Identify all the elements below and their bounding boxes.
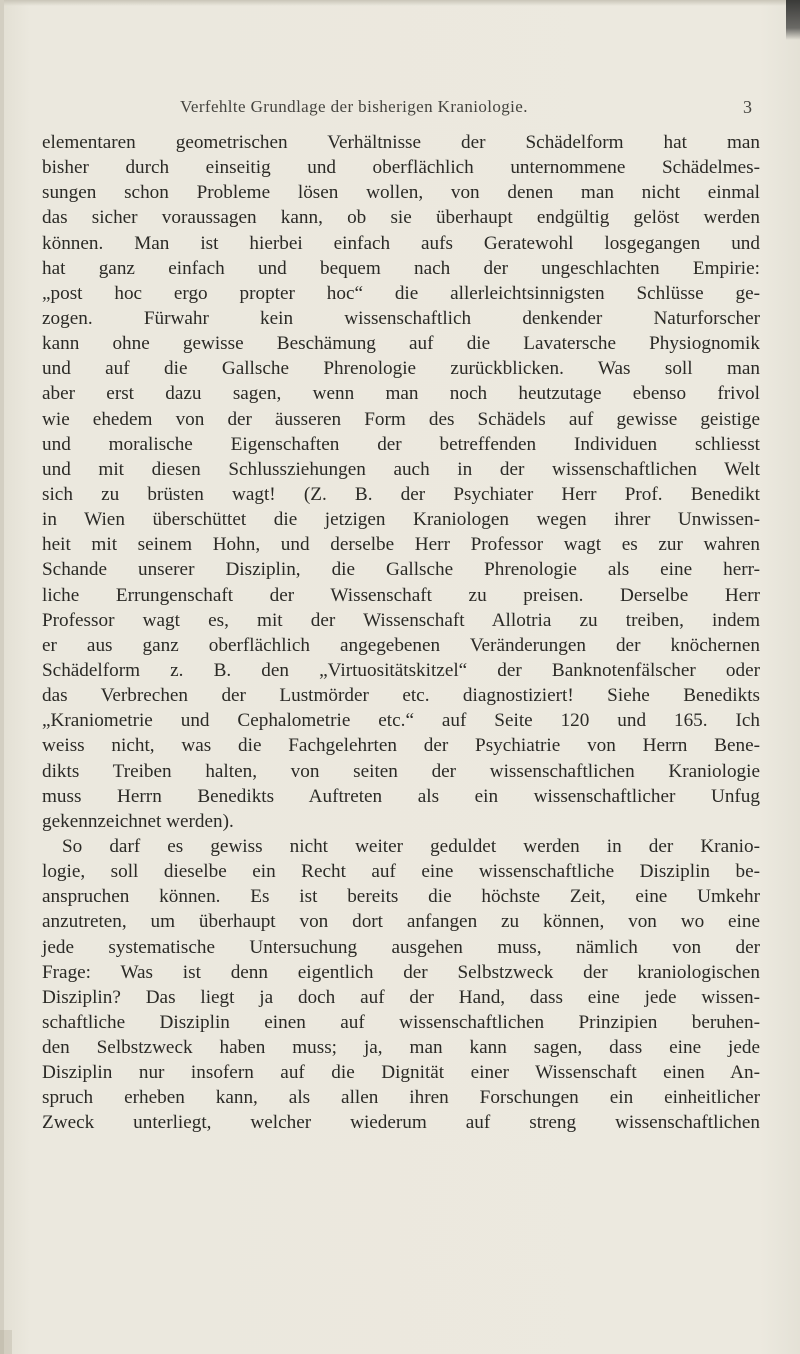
- text-line: und auf die Gallsche Phrenologie zurückblicken. Was soll man: [42, 358, 760, 380]
- text-line: „post hoc ergo propter hoc“ die allerleichtsinnigsten Schlüsse ge-: [42, 282, 760, 304]
- text-line: spruch erheben kann, als allen ihren Forschungen ein einheitlicher: [42, 1087, 760, 1109]
- text-line: Schande unserer Disziplin, die Gallsche Phrenologie als eine herr-: [42, 559, 760, 581]
- text-line: kann ohne gewisse Beschämung auf die Lavatersche Physiognomik: [42, 333, 760, 355]
- text-line: wie ehedem von der äusseren Form des Schädels auf gewisse geistige: [42, 408, 760, 430]
- page-number: 3: [743, 97, 752, 117]
- text-line: weiss nicht, was die Fachgelehrten der Psychiatrie von Herrn Bene-: [42, 735, 760, 757]
- text-line: anspruchen können. Es ist bereits die höchste Zeit, eine Umkehr: [42, 886, 760, 908]
- body-text: [42, 130, 760, 1136]
- text-line: Zweck unterliegt, welcher wiederum auf streng wissenschaftlichen: [42, 1112, 760, 1134]
- text-line: gekennzeichnet werden).: [42, 810, 234, 832]
- text-line: muss Herrn Benedikts Auftreten als ein wissenschaftlicher Unfug: [42, 785, 760, 807]
- text-line: und moralische Eigenschaften der betreffenden Individuen schliesst: [42, 433, 760, 455]
- text-line: und mit diesen Schlussziehungen auch in der wissenschaftlichen Welt: [42, 458, 760, 480]
- text-line: sungen schon Probleme lösen wollen, von denen man nicht einmal: [42, 182, 760, 204]
- scan-corner-mark: [786, 0, 800, 40]
- text-line: Frage: Was ist denn eigentlich der Selbstzweck der kraniologischen: [42, 961, 760, 983]
- text-line: jede systematische Untersuchung ausgehen muss, nämlich von der: [42, 936, 760, 958]
- text-line: sich zu brüsten wagt! (Z. B. der Psychiater Herr Prof. Benedikt: [42, 483, 760, 505]
- text-line: logie, soll dieselbe ein Recht auf eine wissenschaftliche Disziplin be-: [42, 861, 760, 883]
- text-line: Disziplin? Das liegt ja doch auf der Hand, dass eine jede wissen-: [42, 986, 760, 1008]
- text-line: elementaren geometrischen Verhältnisse der Schädelform hat man: [42, 132, 760, 153]
- running-title: Verfehlte Grundlage der bisherigen Kraniologie.: [180, 97, 528, 116]
- text-line: Disziplin nur insofern auf die Dignität einer Wissenschaft einen An-: [42, 1062, 760, 1084]
- binding-edge: [0, 0, 4, 1354]
- text-line: das sicher voraussagen kann, ob sie überhaupt endgültig gelöst werden: [42, 207, 760, 229]
- text-line: das Verbrechen der Lustmörder etc. diagnostiziert! Siehe Benedikts: [42, 685, 760, 707]
- text-line: dikts Treiben halten, von seiten der wissenschaftlichen Kraniologie: [42, 760, 760, 782]
- text-line: zogen. Fürwahr kein wissenschaftlich denkender Naturforscher: [42, 307, 760, 329]
- text-line: aber erst dazu sagen, wenn man noch heutzutage ebenso frivol: [42, 383, 760, 405]
- text-line: liche Errungenschaft der Wissenschaft zu preisen. Derselbe Herr: [42, 584, 760, 606]
- text-line: bisher durch einseitig und oberflächlich unternommene Schädelmes-: [42, 157, 760, 179]
- text-line: in Wien überschüttet die jetzigen Kraniologen wegen ihrer Unwissen-: [42, 509, 760, 531]
- text-line: er aus ganz oberflächlich angegebenen Veränderungen der knöchernen: [42, 634, 760, 656]
- text-line: „Kraniometrie und Cephalometrie etc.“ auf Seite 120 und 165. Ich: [42, 710, 760, 732]
- text-line: Professor wagt es, mit der Wissenschaft Allotria zu treiben, indem: [42, 609, 760, 631]
- running-head: [44, 97, 760, 121]
- top-edge-shadow: [0, 0, 800, 6]
- text-line: schaftliche Disziplin einen auf wissenschaftlichen Prinzipien beruhen-: [42, 1011, 760, 1033]
- text-line: den Selbstzweck haben muss; ja, man kann sagen, dass eine jede: [42, 1037, 760, 1059]
- text-line: So darf es gewiss nicht weiter geduldet werden in der Kranio-: [62, 835, 760, 857]
- text-line: heit mit seinem Hohn, und derselbe Herr Professor wagt es zur wahren: [42, 534, 760, 556]
- text-line: Schädelform z. B. den „Virtuositätskitzel“ der Banknotenfälscher oder: [42, 659, 760, 681]
- margin-stain: [0, 1330, 12, 1354]
- text-line: anzutreten, um überhaupt von dort anfangen zu können, von wo eine: [42, 911, 760, 933]
- text-line: hat ganz einfach und bequem nach der ungeschlachten Empirie:: [42, 257, 760, 279]
- text-line: können. Man ist hierbei einfach aufs Geratewohl losgegangen und: [42, 232, 760, 254]
